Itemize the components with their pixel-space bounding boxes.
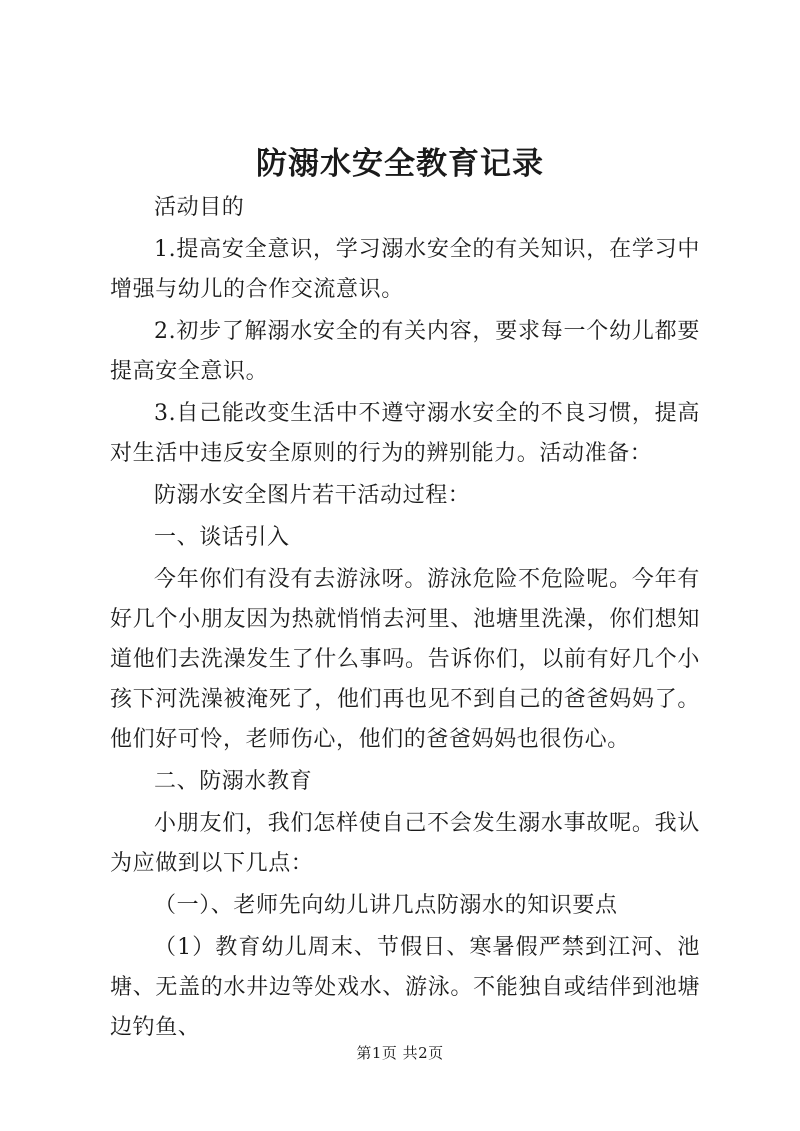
paragraph-section-1-heading: 一、谈话引入 — [154, 525, 290, 550]
paragraph-goal-2: 2.初步了解溺水安全的有关内容，要求每一个幼儿都要提高安全意识。 — [110, 319, 700, 384]
paragraph-materials: 防溺水安全图片若干活动过程： — [154, 483, 471, 508]
paragraph-goal-3: 3.自己能改变生活中不遵守溺水安全的不良习惯，提高对生活中违反安全原则的行为的辨别能力。活动准备： — [110, 401, 700, 466]
paragraph-section-2-heading: 二、防溺水教育 — [154, 769, 313, 794]
page-number-footer: 第1页 共2页 — [356, 1044, 444, 1062]
document-body — [110, 188, 700, 1050]
paragraph-goal-1: 1.提高安全意识，学习溺水安全的有关知识，在学习中增强与幼儿的合作交流意识。 — [110, 237, 700, 302]
paragraph-point-1: （1）教育幼儿周末、节假日、寒暑假严禁到江河、池塘、无盖的水井边等处戏水、游泳。不能独自或结伴到池塘边钓鱼、 — [110, 935, 700, 1040]
paragraph-activity-goal: 活动目的 — [154, 195, 245, 220]
document-title: 防溺水安全教育记录 — [256, 146, 544, 182]
paragraph-section-2-text: 小朋友们，我们怎样使自己不会发生溺水事故呢。我认为应做到以下几点： — [110, 811, 700, 876]
paragraph-section-1-text: 今年你们有没有去游泳呀。游泳危险不危险呢。今年有好几个小朋友因为热就悄悄去河里、池塘里洗澡，你们想知道他们去洗澡发生了什么事吗。告诉你们，以前有好几个小孩下河洗澡被淹死了，他们再也见不到自己的爸爸妈妈了。他们好可怜，老师伤心，他们的爸爸妈妈也很伤心。 — [110, 567, 700, 752]
paragraph-subsection-heading: （一）、老师先向幼儿讲几点防溺水的知识要点 — [154, 893, 618, 918]
